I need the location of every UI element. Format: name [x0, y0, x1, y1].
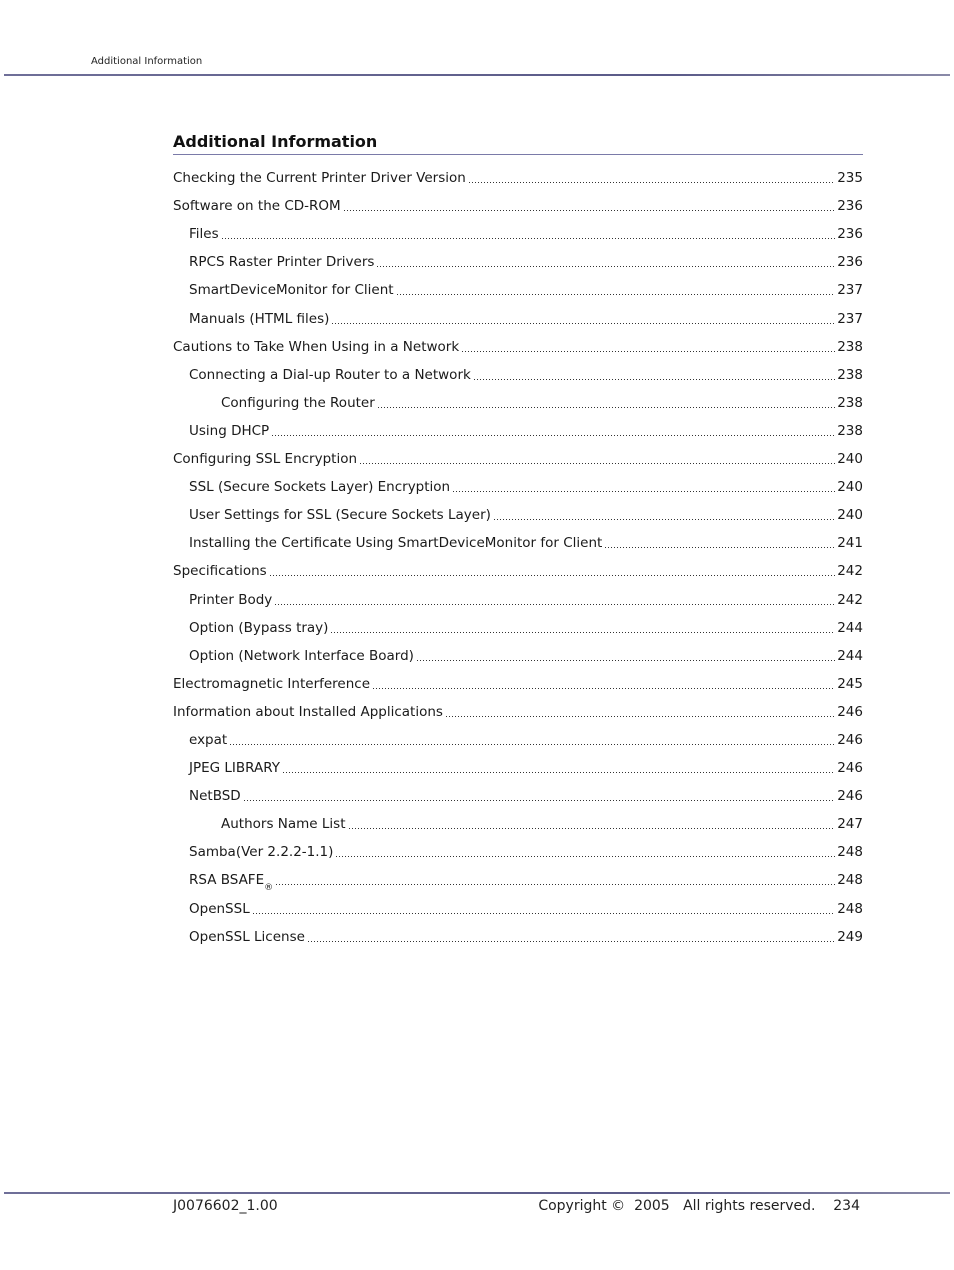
toc-entry-page: 246: [837, 703, 863, 720]
toc-entry-label: Cautions to Take When Using in a Network: [173, 338, 460, 355]
dot-leader: [372, 676, 835, 692]
dot-leader: [377, 395, 835, 411]
toc-entry-page: 236: [837, 226, 863, 243]
toc-entry-page: 240: [837, 507, 863, 524]
dot-leader: [252, 901, 836, 917]
toc-entry-label: Configuring SSL Encryption: [173, 451, 358, 468]
toc-entry[interactable]: [173, 556, 863, 584]
toc-entry-page: 244: [837, 619, 863, 636]
toc-entry-label: Using DHCP: [189, 422, 270, 439]
toc-entry[interactable]: [173, 725, 863, 753]
toc-entry[interactable]: [173, 444, 863, 472]
toc-entry-page: 235: [837, 170, 863, 187]
dot-leader: [445, 704, 835, 720]
toc-entry-label: Configuring the Router: [221, 394, 375, 411]
toc-entry-label: SmartDeviceMonitor for Client: [189, 282, 394, 299]
toc-entry-page: 248: [837, 872, 863, 889]
toc-entry[interactable]: [173, 613, 863, 641]
toc-entry[interactable]: [173, 865, 863, 893]
toc-entry[interactable]: [173, 163, 863, 191]
toc-entry-label: Connecting a Dial-up Router to a Network: [189, 366, 471, 383]
dot-leader: [468, 170, 835, 186]
toc-entry-label: Option (Bypass tray): [189, 619, 329, 636]
toc-entry[interactable]: [173, 837, 863, 865]
toc-entry[interactable]: [173, 500, 863, 528]
toc-entry[interactable]: [173, 191, 863, 219]
toc-entry-page: 247: [837, 816, 863, 833]
toc-entry-page: 238: [837, 422, 863, 439]
section-title-rule: [173, 154, 863, 155]
dot-leader: [461, 339, 835, 355]
toc-entry-label: NetBSD: [189, 788, 241, 805]
toc-entry-page: 248: [837, 844, 863, 861]
dot-leader: [348, 816, 836, 832]
toc-entry-label: Printer Body: [189, 591, 273, 608]
toc-entry-page: 236: [837, 254, 863, 271]
toc-entry-page: 246: [837, 731, 863, 748]
toc-entry-label: OpenSSL License: [189, 928, 305, 945]
toc-entry-label: Installing the Certificate Using SmartDeviceMonitor for Client: [189, 535, 603, 552]
dot-leader: [275, 872, 835, 888]
toc-entry[interactable]: [173, 753, 863, 781]
toc-entry-page: 236: [837, 198, 863, 215]
toc-entry-label: Information about Installed Applications: [173, 703, 443, 720]
toc-entry[interactable]: [173, 697, 863, 725]
dot-leader: [604, 535, 835, 551]
toc-entry-label: Checking the Current Printer Driver Version: [173, 170, 466, 187]
toc-entry-page: 248: [837, 900, 863, 917]
dot-leader: [396, 282, 836, 298]
dot-leader: [343, 198, 836, 214]
toc-entry-page: 241: [837, 535, 863, 552]
toc-entry[interactable]: [173, 669, 863, 697]
toc-entry[interactable]: [173, 388, 863, 416]
toc-entry[interactable]: [173, 332, 863, 360]
dot-leader: [330, 620, 835, 636]
dot-leader: [493, 507, 835, 523]
toc-entry[interactable]: [173, 472, 863, 500]
toc-entry-label: Software on the CD-ROM: [173, 198, 341, 215]
toc-entry-label: Electromagnetic Interference: [173, 675, 371, 692]
toc-entry-page: 242: [837, 591, 863, 608]
toc-entry-label: Samba(Ver 2.2.2-1.1): [189, 844, 334, 861]
running-head: Additional Information: [91, 56, 203, 67]
toc-entry-page: 249: [837, 928, 863, 945]
toc-entry[interactable]: [173, 219, 863, 247]
toc-entry-label: Authors Name List: [221, 816, 346, 833]
dot-leader: [282, 760, 835, 776]
toc-entry[interactable]: [173, 584, 863, 612]
copyright-notice: Copyright © 2005 All rights reserved. 234: [538, 1198, 860, 1214]
header-rule: [4, 74, 950, 76]
toc-entry-label: Files: [189, 226, 219, 243]
toc-entry-label: RSA BSAFE: [189, 872, 265, 889]
dot-leader: [243, 788, 836, 804]
toc-entry-page: 242: [837, 563, 863, 580]
toc-entry-label: User Settings for SSL (Secure Sockets Layer): [189, 507, 491, 524]
toc-entry[interactable]: [173, 893, 863, 921]
toc-entry-page: 238: [837, 366, 863, 383]
toc-entry-label: RPCS Raster Printer Drivers: [189, 254, 375, 271]
toc-entry-label: JPEG LIBRARY: [189, 760, 280, 777]
footer-rule: [4, 1192, 950, 1194]
toc-entry-label: Manuals (HTML files): [189, 310, 330, 327]
toc-entry-label: OpenSSL: [189, 900, 250, 917]
toc-entry[interactable]: [173, 528, 863, 556]
dot-leader: [221, 226, 836, 242]
toc-entry[interactable]: [173, 416, 863, 444]
toc-entry-label: Option (Network Interface Board): [189, 647, 414, 664]
toc-entry-page: 237: [837, 282, 863, 299]
toc-entry[interactable]: [173, 360, 863, 388]
dot-leader: [359, 451, 835, 467]
toc-entry-page: 246: [837, 760, 863, 777]
dot-leader: [274, 592, 835, 608]
toc-entry-page: 240: [837, 451, 863, 468]
dot-leader: [271, 423, 835, 439]
dot-leader: [416, 648, 835, 664]
toc-entry-label: expat: [189, 731, 228, 748]
toc-entry[interactable]: [173, 247, 863, 275]
toc-entry-label: Specifications: [173, 563, 267, 580]
section-title: Additional Information: [173, 132, 378, 151]
toc-entry-page: 244: [837, 647, 863, 664]
toc-entry[interactable]: [173, 275, 863, 303]
toc-entry-page: 238: [837, 394, 863, 411]
toc-entry-page: 237: [837, 310, 863, 327]
dot-leader: [335, 844, 835, 860]
document-id: J0076602_1.00: [173, 1198, 278, 1214]
dot-leader: [331, 311, 835, 327]
dot-leader: [269, 563, 836, 579]
dot-leader: [229, 732, 835, 748]
dot-leader: [307, 929, 835, 945]
toc-entry[interactable]: [173, 641, 863, 669]
dot-leader: [452, 479, 835, 495]
toc-entry[interactable]: [173, 303, 863, 331]
toc-entry-page: 238: [837, 338, 863, 355]
toc-entry[interactable]: [173, 781, 863, 809]
toc-entry[interactable]: [173, 922, 863, 950]
toc-entry-page: 246: [837, 788, 863, 805]
toc-entry-page: 240: [837, 479, 863, 496]
toc-entry[interactable]: [173, 809, 863, 837]
dot-leader: [376, 254, 835, 270]
toc-entry-page: 245: [837, 675, 863, 692]
dot-leader: [473, 367, 835, 383]
table-of-contents: [173, 163, 863, 950]
toc-entry-label: SSL (Secure Sockets Layer) Encryption: [189, 479, 451, 496]
registered-mark: ®: [264, 883, 274, 894]
